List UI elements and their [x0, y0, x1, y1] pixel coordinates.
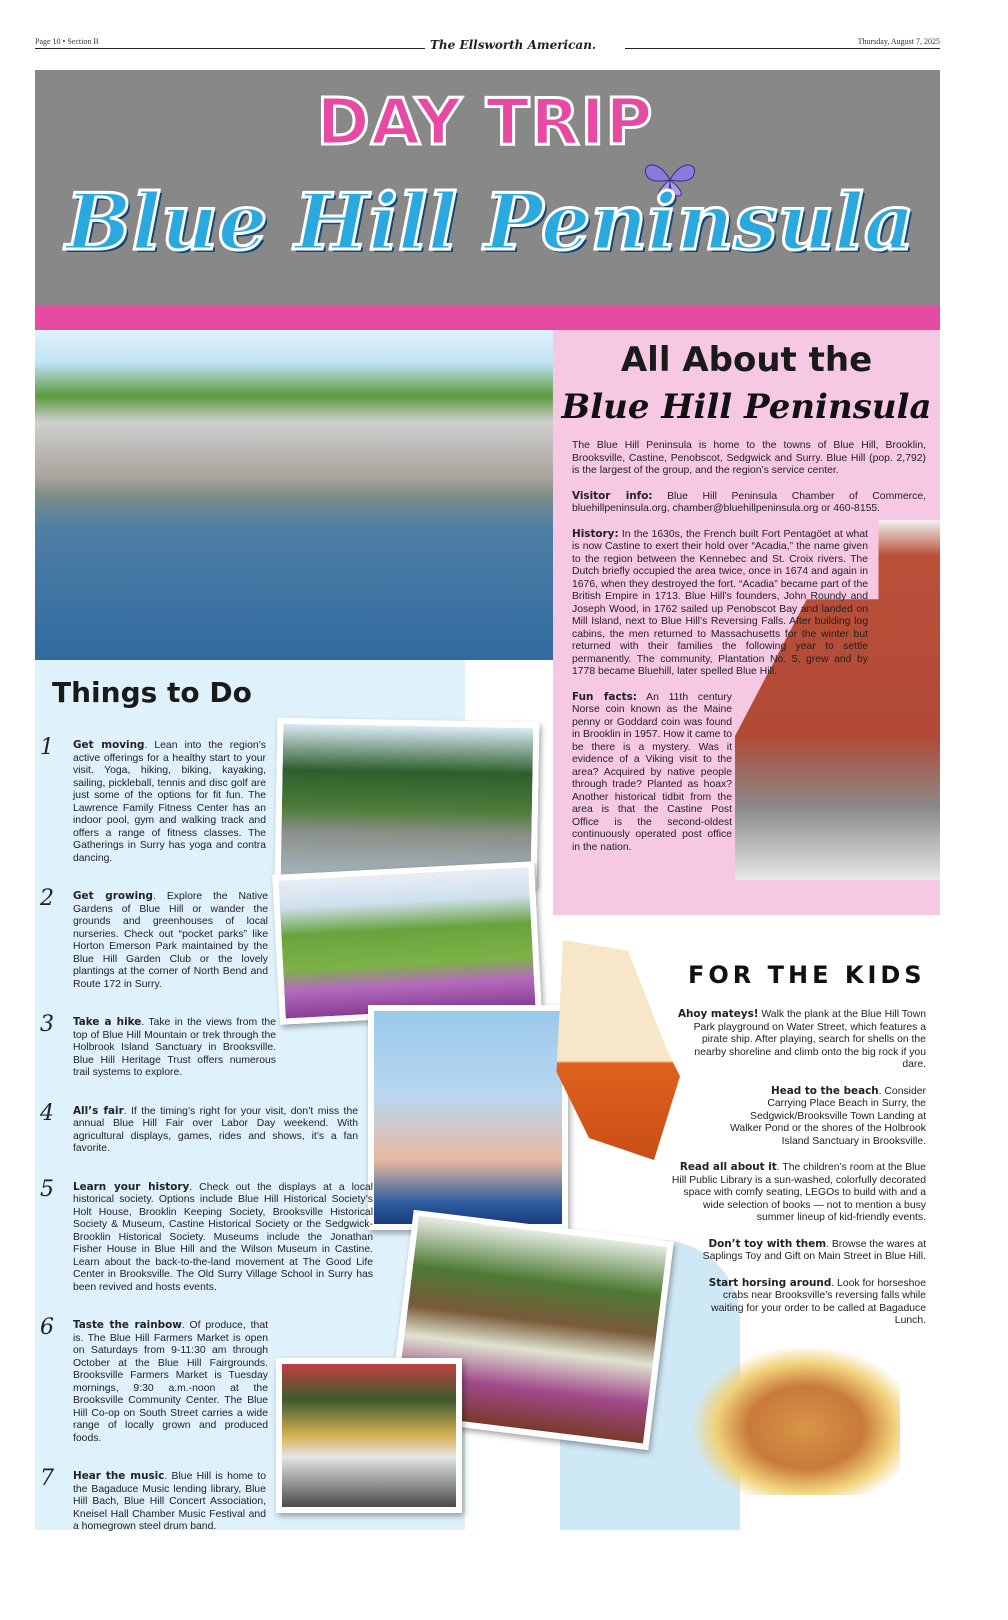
item-label: Take a hike	[73, 1016, 142, 1028]
things-item	[40, 1178, 380, 1295]
item-label: All’s fair	[73, 1104, 124, 1117]
item-text: . Check out the displays at a local historical society. Options include Blue Hill Historical Society’s Holt House, Brooklin Keeping Society, Brooksville Historical Society & Museum, Castine Historical Society or the Sedgwick-Brooklin Historical Society. Museums include the Jonathan Fisher House in Blue Hill and the Wilson Museum in Castine. Learn about the back-to-the-land movement at The Good Life Center in Brooksville. The Old Surry Village School in Surry has been revived and hosts events.	[73, 1181, 373, 1293]
history-label: History:	[572, 527, 619, 540]
item-label: Learn your history	[73, 1180, 190, 1193]
visitor-label: Visitor info:	[572, 489, 653, 502]
item-label: Get growing	[73, 890, 153, 902]
item-number: 7	[40, 1466, 54, 1491]
masthead: The Ellsworth American.	[430, 38, 597, 52]
banner-kicker: DAY TRIP	[316, 86, 654, 160]
page-number: Page 10 • Section B	[35, 37, 99, 46]
kids-list	[660, 1008, 926, 1341]
kids-item-label: Don’t toy with them	[708, 1237, 827, 1250]
banner-title: Blue Hill Peninsula	[65, 177, 915, 268]
about-history	[572, 528, 868, 679]
things-item	[40, 1467, 380, 1534]
item-body	[73, 739, 266, 865]
kids-item-text: . The children’s room at the Blue Hill Public Library is a sun-washed, colorfully decorated space with comfy seating, LEGOs to build with and a wide selection of books — not to mention a busy summer lineup of kid-friendly events.	[671, 1162, 926, 1223]
kids-item-text: . Consider Carrying Place Beach in Surry, the Sedgwick/Brooksville Town Landing at Walker Pond or the shores of the Holbrook Island Sanctuary in Brooksville.	[730, 1085, 926, 1147]
item-text: . Explore the Native Gardens of Blue Hill or wander the grounds and greenhouses of local nurseries. Check out “pocket parks” like Horton Emerson Park maintained by the Blue Hill Garden Club or the lovely plantings at the corner of North Bend and Route 172 in Surry.	[73, 891, 268, 990]
about-fun-facts	[572, 691, 732, 855]
history-text: In the 1630s, the French built Fort Pentagöet at what is now Castine to exert their hold over “Acadia,” the name given to the region between the Kennebec and St. Croix rivers. The Dutch briefly occupied the area twice, once in 1674 and again in 1676, when they destroyed the fort. “Acadia” became part of the British Empire in 1713. Blue Hill’s founders, John Roundy and Joseph Wood, in 1762 sailed up Penobscot Bay and landed on Mill Island, next to Blue Hill’s Reversing Falls. After building log cabins, the men returned to Massachusetts for the winter but returned with their families the following year to settle permanently. The community, Plantation No. 5, grew and by 1778 became Bluehill, later spelled Blue Hill.	[572, 528, 868, 677]
things-list	[40, 736, 380, 1556]
kids-item	[696, 1238, 926, 1264]
item-number: 4	[40, 1100, 54, 1126]
header-rule	[35, 48, 425, 49]
item-body	[73, 1470, 266, 1534]
kids-item	[730, 1085, 926, 1149]
harbor-photo	[35, 330, 553, 660]
things-title: Things to Do	[52, 676, 252, 709]
item-text: . Of produce, that is. The Blue Hill Farmers Market is open on Saturdays from 9-11:30 am through October at the Blue Hill Fairgrounds. Brooksville Farmers Market is Tuesday mornings, 9:30 a.m.-noon at the Brooksville Community Center. The Blue Hill Co-op on South Street carries a wide range of locally grown and produced foods.	[73, 1320, 268, 1444]
things-item	[40, 736, 380, 865]
visitor-text: Blue Hill Peninsula Chamber of Commerce, bluehillpeninsula.org, chamber@bluehillpeninsula.org or 460-8155.	[572, 490, 926, 514]
kids-item-text: . Browse the wares at Saplings Toy and Gift on Main Street in Blue Hill.	[702, 1238, 926, 1262]
about-visitor-info	[572, 490, 926, 516]
ferris-wheel-photo	[368, 1005, 568, 1230]
kids-item-label: Ahoy mateys!	[677, 1008, 759, 1020]
item-body	[73, 1319, 268, 1445]
kids-item-label: Read all about it	[679, 1161, 777, 1173]
issue-date: Thursday, August 7, 2025	[857, 37, 940, 46]
kids-item	[702, 1277, 926, 1328]
item-body	[73, 1016, 276, 1080]
about-title: All About the	[620, 340, 873, 380]
item-text: . Lean into the region’s active offerings for a healthy start to your visit. Yoga, hiking, biking, kayaking, sailing, pickleball, tennis and disc golf are just some of the options for fit fun. The Lawrence Family Fitness Center has an indoor pool, gym and walking track and offers a range of fitness classes. The Gatherings in Surry has yoga and contra dancing.	[73, 740, 266, 864]
item-label: Hear the music	[73, 1470, 165, 1482]
about-text	[572, 440, 926, 866]
item-number: 1	[40, 735, 54, 760]
fun-label: Fun facts:	[572, 690, 637, 703]
item-body	[73, 890, 268, 991]
fun-text: An 11th century Norse coin known as the Maine penny or Goddard coin was found in Brooklin in 1957. How it came to be there is a mystery. Was it evidence of a Viking visit to the area? Acquired by native people through trade? Planted as hoax? Another historical tidbit from the area is that the Castine Post Office is the second-oldest continuously operated post office in the nation.	[572, 691, 732, 853]
item-body	[73, 1181, 373, 1295]
hot-dog-fries-photo	[690, 1345, 900, 1495]
item-label: Get moving	[73, 739, 145, 751]
about-subtitle: Blue Hill Peninsula	[561, 387, 932, 427]
item-body	[73, 1105, 358, 1156]
item-text: . If the timing’s right for your visit, don’t miss the annual Blue Hill Fair over Labor Day weekend. With agricultural displays, games, rides and shows, it’s a fan favorite.	[73, 1105, 358, 1154]
kids-title: FOR THE KIDS	[688, 961, 926, 989]
things-item	[40, 1013, 380, 1080]
kids-item-label: Start horsing around	[708, 1276, 832, 1289]
kids-item-text: Walk the plank at the Blue Hill Town Park playground on Water Street, which features a pirate ship. After playing, search for shells on the nearby shoreline and climb onto the big rock if you dare.	[693, 1009, 926, 1070]
item-text: . Blue Hill is home to the Bagaduce Music lending library, Blue Hill Bach, Blue Hill Concert Association, Kneisel Hall Chamber Music Festival and a homegrown steel drum band.	[73, 1471, 266, 1532]
things-item	[40, 1316, 380, 1445]
kids-item	[672, 1008, 926, 1072]
item-text: . Take in the views from the top of Blue Hill Mountain or trek through the Holbrook Island Sanctuary in Brooksville. Blue Hill Heritage Trust offers numerous trail systems to explore.	[73, 1017, 276, 1078]
kids-item-text: . Look for horseshoe crabs near Brooksville’s reversing falls while waiting for your order to be called at Bagaduce Lunch.	[711, 1277, 926, 1326]
about-intro: The Blue Hill Peninsula is home to the towns of Blue Hill, Brooklin, Brooksville, Castine, Penobscot, Sedgwick and Surry. Blue Hill (pop. 2,792) is the largest of the group, and the region’s service center.	[572, 440, 926, 476]
kids-item	[666, 1161, 926, 1225]
header-rule	[625, 48, 940, 49]
item-number: 2	[40, 886, 54, 911]
item-number: 6	[40, 1315, 54, 1340]
item-number: 3	[40, 1012, 54, 1037]
item-label: Taste the rainbow	[73, 1319, 182, 1331]
item-number: 5	[40, 1176, 54, 1202]
banner-strip	[35, 305, 940, 330]
things-item	[40, 1102, 380, 1156]
kids-item-label: Head to the beach	[771, 1084, 879, 1097]
things-item	[40, 887, 380, 991]
